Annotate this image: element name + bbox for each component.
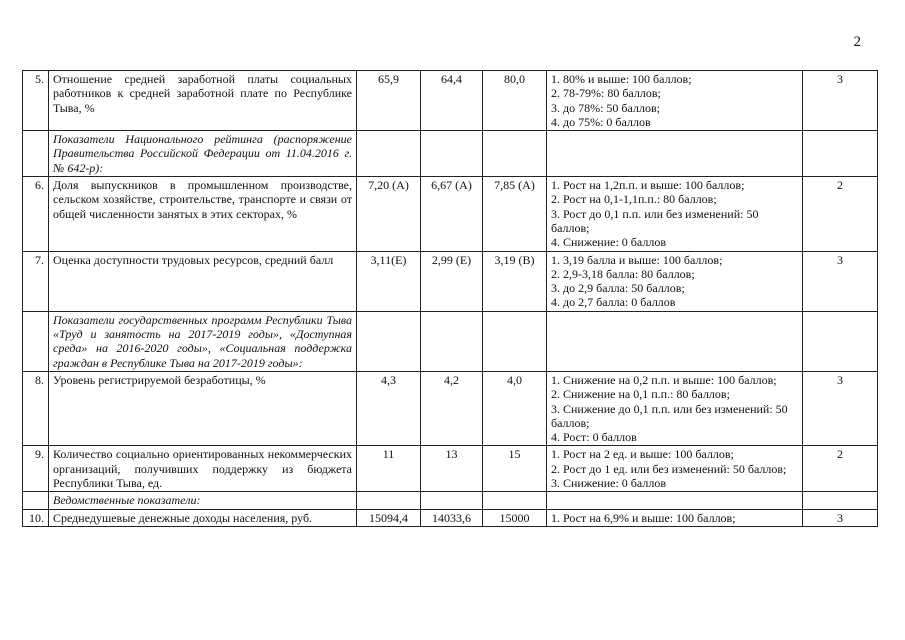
value-target: 7,85 (А) bbox=[483, 177, 547, 251]
criteria-line: 3. до 78%: 50 баллов; bbox=[551, 100, 660, 115]
value-cell-1 bbox=[357, 131, 421, 177]
row-number: 10. bbox=[23, 509, 49, 526]
value-2017: 6,67 (А) bbox=[421, 177, 483, 251]
value-2016: 65,9 bbox=[357, 71, 421, 131]
criteria-cell bbox=[547, 371, 803, 445]
row-number: 8. bbox=[23, 371, 49, 445]
value-cell-2 bbox=[421, 311, 483, 371]
criteria-cell bbox=[547, 251, 803, 311]
score-cell bbox=[803, 492, 878, 509]
value-2016: 4,3 bbox=[357, 371, 421, 445]
score: 3 bbox=[803, 71, 878, 131]
criteria-cell bbox=[547, 177, 803, 251]
value-cell-3 bbox=[483, 131, 547, 177]
indicators-table bbox=[22, 70, 878, 527]
value-cell-2 bbox=[421, 492, 483, 509]
criteria-line: 1. Снижение на 0,2 п.п. и выше: 100 баллов; bbox=[551, 372, 777, 387]
criteria-cell bbox=[547, 446, 803, 492]
score: 2 bbox=[803, 446, 878, 492]
row-number-cell bbox=[23, 492, 49, 509]
section-row bbox=[23, 311, 878, 371]
indicator-name: Отношение средней заработной платы социальных работников к средней заработной плате по Республике Тыва, % bbox=[49, 71, 357, 131]
table-row bbox=[23, 371, 878, 445]
criteria-cell bbox=[547, 509, 803, 526]
criteria-line: 1. Рост на 1,2п.п. и выше: 100 баллов; bbox=[551, 178, 745, 193]
value-cell-3 bbox=[483, 492, 547, 509]
row-number-cell bbox=[23, 311, 49, 371]
indicator-name: Доля выпускников в промышленном производстве, сельском хозяйстве, строительстве, транспорте и связи от общей численности занятых в этих секторах, % bbox=[49, 177, 357, 251]
table-row bbox=[23, 177, 878, 251]
table-row bbox=[23, 251, 878, 311]
indicator-name: Оценка доступности трудовых ресурсов, средний балл bbox=[49, 251, 357, 311]
value-cell-1 bbox=[357, 311, 421, 371]
criteria-line: 2. Снижение на 0,1 п.п.: 80 баллов; bbox=[551, 387, 730, 402]
value-2016: 7,20 (А) bbox=[357, 177, 421, 251]
row-number: 5. bbox=[23, 71, 49, 131]
value-2016: 3,11(Е) bbox=[357, 251, 421, 311]
section-row bbox=[23, 492, 878, 509]
row-number-cell bbox=[23, 131, 49, 177]
value-2016: 15094,4 bbox=[357, 509, 421, 526]
value-target: 3,19 (В) bbox=[483, 251, 547, 311]
criteria-line: 1. Рост на 6,9% и выше: 100 баллов; bbox=[551, 510, 736, 525]
value-target: 80,0 bbox=[483, 71, 547, 131]
section-row bbox=[23, 131, 878, 177]
criteria-cell bbox=[547, 131, 803, 177]
value-cell-2 bbox=[421, 131, 483, 177]
value-cell-3 bbox=[483, 311, 547, 371]
table-row bbox=[23, 446, 878, 492]
value-2017: 14033,6 bbox=[421, 509, 483, 526]
value-2017: 4,2 bbox=[421, 371, 483, 445]
page-number: 2 bbox=[853, 34, 861, 50]
value-2016: 11 bbox=[357, 446, 421, 492]
section-heading: Показатели Национального рейтинга (распоряжение Правительства Российской Федерации от 11.04.2016 г. № 642-р): bbox=[49, 131, 357, 177]
value-target: 4,0 bbox=[483, 371, 547, 445]
row-number: 9. bbox=[23, 446, 49, 492]
criteria-cell bbox=[547, 71, 803, 131]
criteria-line: 1. Рост на 2 ед. и выше: 100 баллов; bbox=[551, 447, 734, 462]
criteria-line: 2. 78-79%: 80 баллов; bbox=[551, 86, 661, 101]
value-2017: 2,99 (Е) bbox=[421, 251, 483, 311]
criteria-line: 4. до 75%: 0 баллов bbox=[551, 114, 651, 129]
row-number: 7. bbox=[23, 251, 49, 311]
criteria-line: 2. Рост до 1 ед. или без изменений: 50 баллов; bbox=[551, 461, 787, 476]
section-heading: Ведомственные показатели: bbox=[49, 492, 357, 509]
criteria-line: 3. Снижение: 0 баллов bbox=[551, 476, 666, 491]
score-cell bbox=[803, 131, 878, 177]
indicator-name: Количество социально ориентированных некоммерческих организаций, получивших поддержку из бюджета Республики Тыва, ед. bbox=[49, 446, 357, 492]
criteria-line: 2. Рост на 0,1-1,1п.п.: 80 баллов; bbox=[551, 192, 717, 207]
value-cell-1 bbox=[357, 492, 421, 509]
table-row bbox=[23, 509, 878, 526]
criteria-line: 4. до 2,7 балла: 0 баллов bbox=[551, 295, 676, 310]
criteria-line: 3. до 2,9 балла: 50 баллов; bbox=[551, 281, 685, 296]
indicator-name: Уровень регистрируемой безработицы, % bbox=[49, 371, 357, 445]
score-cell bbox=[803, 311, 878, 371]
criteria-line: 2. 2,9-3,18 балла: 80 баллов; bbox=[551, 266, 695, 281]
value-target: 15000 bbox=[483, 509, 547, 526]
criteria-line: 3. Рост до 0,1 п.п. или без изменений: 50 баллов; bbox=[551, 206, 759, 235]
row-number: 6. bbox=[23, 177, 49, 251]
criteria-cell bbox=[547, 492, 803, 509]
section-heading: Показатели государственных программ Республики Тыва «Труд и занятость на 2017-2019 годы», «Доступная среда» на 2016-2020 годы», «Социальная поддержка граждан в Республике Тыва на 2017-2019 годы»: bbox=[49, 311, 357, 371]
score: 2 bbox=[803, 177, 878, 251]
score: 3 bbox=[803, 251, 878, 311]
value-target: 15 bbox=[483, 446, 547, 492]
criteria-line: 4. Рост: 0 баллов bbox=[551, 430, 637, 445]
criteria-line: 1. 3,19 балла и выше: 100 баллов; bbox=[551, 252, 723, 267]
criteria-line: 4. Снижение: 0 баллов bbox=[551, 235, 666, 250]
indicator-name: Среднедушевые денежные доходы населения, руб. bbox=[49, 509, 357, 526]
value-2017: 13 bbox=[421, 446, 483, 492]
criteria-cell bbox=[547, 311, 803, 371]
score: 3 bbox=[803, 371, 878, 445]
criteria-line: 1. 80% и выше: 100 баллов; bbox=[551, 72, 692, 86]
table-row bbox=[23, 71, 878, 131]
criteria-line: 3. Снижение до 0,1 п.п. или без изменений: 50 баллов; bbox=[551, 401, 788, 430]
value-2017: 64,4 bbox=[421, 71, 483, 131]
score: 3 bbox=[803, 509, 878, 526]
